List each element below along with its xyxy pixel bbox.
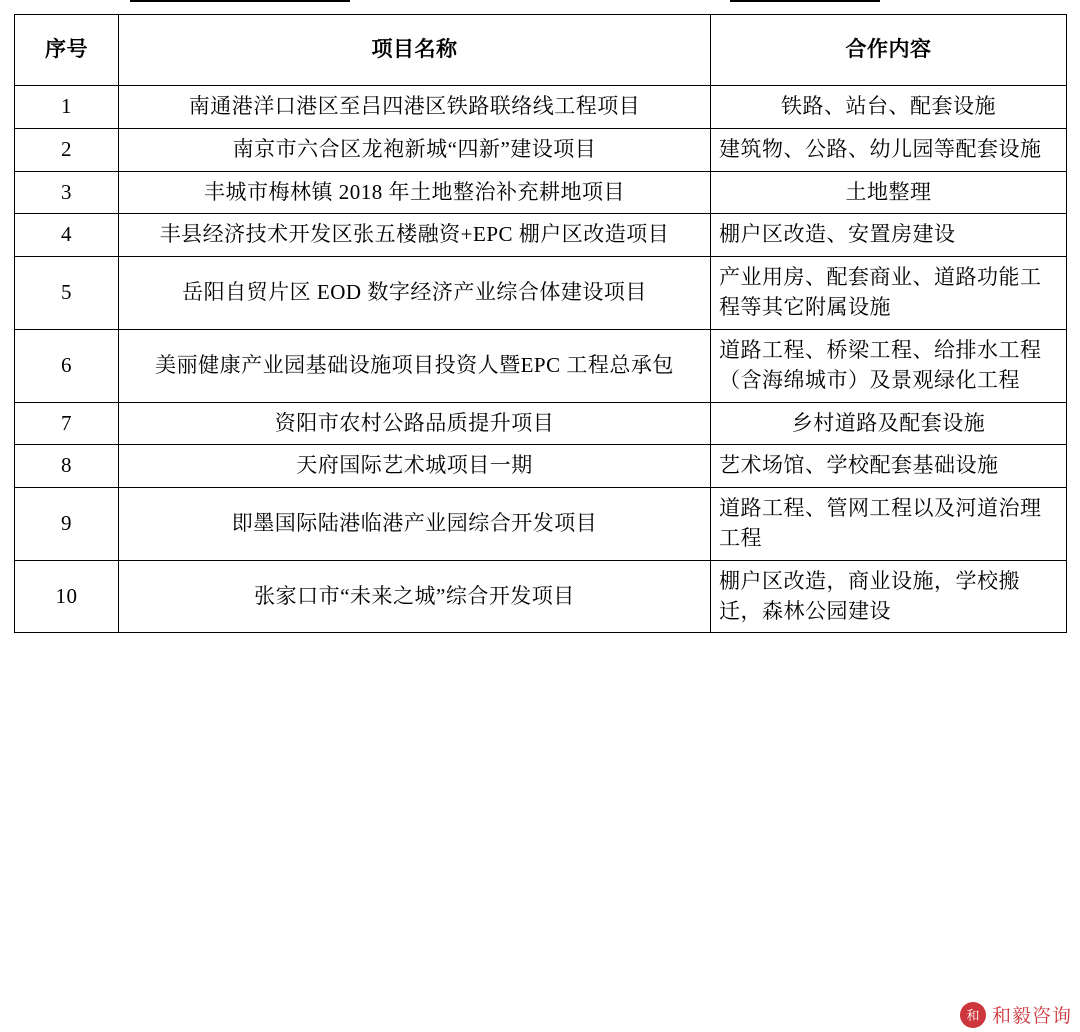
cell-index: 10 (15, 560, 119, 633)
table-row (15, 214, 1067, 257)
cell-index: 3 (15, 171, 119, 214)
cell-cooperation-content: 道路工程、管网工程以及河道治理工程 (711, 488, 1067, 561)
cell-project-name: 丰县经济技术开发区张五楼融资+EPC 棚户区改造项目 (119, 214, 711, 257)
table-header-row (15, 15, 1067, 86)
cell-project-name: 南京市六合区龙袍新城“四新”建设项目 (119, 128, 711, 171)
column-header-index: 序号 (15, 15, 119, 86)
table-row (15, 488, 1067, 561)
table-row (15, 445, 1067, 488)
top-rule-right (730, 0, 880, 2)
cell-index: 6 (15, 329, 119, 402)
cell-cooperation-content: 棚户区改造、安置房建设 (711, 214, 1067, 257)
cell-index: 2 (15, 128, 119, 171)
table-row (15, 128, 1067, 171)
column-header-project-name: 项目名称 (119, 15, 711, 86)
cell-cooperation-content: 乡村道路及配套设施 (711, 402, 1067, 445)
cell-index: 7 (15, 402, 119, 445)
table-row (15, 257, 1067, 330)
table-row (15, 86, 1067, 129)
cell-project-name: 张家口市“未来之城”综合开发项目 (119, 560, 711, 633)
watermark-text: 和毅咨询 (991, 1006, 1072, 1027)
cell-project-name: 岳阳自贸片区 EOD 数字经济产业综合体建设项目 (119, 257, 711, 330)
top-rule-left (130, 0, 350, 2)
cell-index: 9 (15, 488, 119, 561)
cell-index: 8 (15, 445, 119, 488)
watermark (960, 1001, 1072, 1028)
cell-project-name: 即墨国际陆港临港产业园综合开发项目 (119, 488, 711, 561)
cell-cooperation-content: 产业用房、配套商业、道路功能工程等其它附属设施 (711, 257, 1067, 330)
cell-cooperation-content: 土地整理 (711, 171, 1067, 214)
table-row (15, 171, 1067, 214)
table-row (15, 329, 1067, 402)
cell-project-name: 天府国际艺术城项目一期 (119, 445, 711, 488)
cell-cooperation-content: 铁路、站台、配套设施 (711, 86, 1067, 129)
cell-cooperation-content: 艺术场馆、学校配套基础设施 (711, 445, 1067, 488)
cell-index: 4 (15, 214, 119, 257)
cell-cooperation-content: 建筑物、公路、幼儿园等配套设施 (711, 128, 1067, 171)
cell-index: 5 (15, 257, 119, 330)
column-header-cooperation-content: 合作内容 (711, 15, 1067, 86)
cell-project-name: 资阳市农村公路品质提升项目 (119, 402, 711, 445)
watermark-logo-icon: 和 (960, 1002, 986, 1028)
cell-index: 1 (15, 86, 119, 129)
table-row (15, 560, 1067, 633)
table-row (15, 402, 1067, 445)
cell-project-name: 丰城市梅林镇 2018 年土地整治补充耕地项目 (119, 171, 711, 214)
cell-project-name: 美丽健康产业园基础设施项目投资人暨EPC 工程总承包 (119, 329, 711, 402)
cell-project-name: 南通港洋口港区至吕四港区铁路联络线工程项目 (119, 86, 711, 129)
cell-cooperation-content: 棚户区改造，商业设施，学校搬迁，森林公园建设 (711, 560, 1067, 633)
cooperation-projects-table (14, 14, 1067, 633)
cell-cooperation-content: 道路工程、桥梁工程、给排水工程（含海绵城市）及景观绿化工程 (711, 329, 1067, 402)
